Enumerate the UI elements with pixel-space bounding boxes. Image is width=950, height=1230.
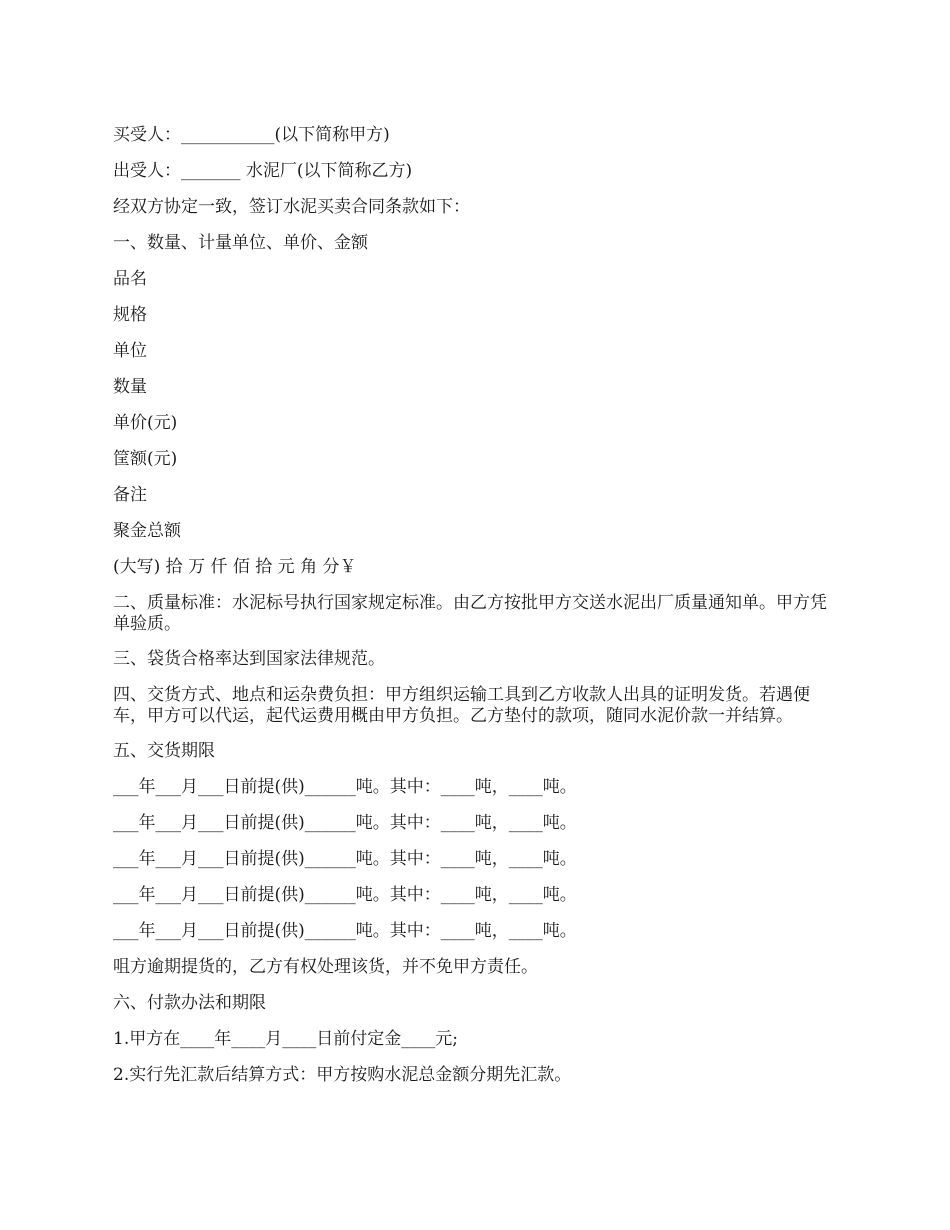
payment-method-line: 2.实行先汇款后结算方式：甲方按购水泥总金额分期先汇款。 xyxy=(113,1065,572,1085)
section-1-heading: 一、数量、计量单位、单价、金额 xyxy=(113,233,368,253)
delivery-schedule-line: ___年___月___日前提(供)______吨。其中：____吨，____吨。 xyxy=(113,813,577,833)
seller-line: 出受人：_______ 水泥厂(以下简称乙方) xyxy=(113,161,413,181)
delivery-schedule-line: ___年___月___日前提(供)______吨。其中：____吨，____吨。 xyxy=(113,885,577,905)
field-quantity: 数量 xyxy=(113,377,147,397)
agreement-intro: 经双方协定一致，签订水泥买卖合同条款如下： xyxy=(113,197,470,217)
field-specification: 规格 xyxy=(113,305,147,325)
field-unit-price: 单价(元) xyxy=(113,413,178,433)
section-4-delivery-method: 四、交货方式、地点和运杂费负担：甲方组织运输工具到乙方收款人出具的证明发货。若遇便车，甲方可以代运，起代运费用概由甲方负担。乙方垫付的款项，随同水泥价款一并结算。 xyxy=(113,685,810,726)
field-product-name: 品名 xyxy=(113,269,147,289)
delivery-schedule-line: ___年___月___日前提(供)______吨。其中：____吨，____吨。 xyxy=(113,777,577,797)
buyer-line: 买受人：___________(以下简称甲方) xyxy=(113,125,390,145)
field-total-amount: 聚金总额 xyxy=(113,521,181,541)
field-remarks: 备注 xyxy=(113,485,147,505)
payment-deposit-line: 1.甲方在____年____月____日前付定金____元; xyxy=(113,1029,458,1049)
delivery-schedule-line: ___年___月___日前提(供)______吨。其中：____吨，____吨。 xyxy=(113,921,577,941)
contract-document xyxy=(113,125,843,1101)
field-unit: 单位 xyxy=(113,341,147,361)
late-pickup-clause: 咀方逾期提货的，乙方有权处理该货，并不免甲方责任。 xyxy=(113,957,538,977)
section-2-quality: 二、质量标准：水泥标号执行国家规定标准。由乙方按批甲方交送水泥出厂质量通知单。甲方凭单验质。 xyxy=(113,593,827,634)
section-3-bag-quality: 三、袋货合格率达到国家法律规范。 xyxy=(113,649,385,669)
field-amount-in-words: (大写) 拾 万 仟 佰 拾 元 角 分￥ xyxy=(113,557,357,577)
section-6-heading: 六、付款办法和期限 xyxy=(113,993,266,1013)
section-5-heading: 五、交货期限 xyxy=(113,741,215,761)
delivery-schedule-line: ___年___月___日前提(供)______吨。其中：____吨，____吨。 xyxy=(113,849,577,869)
field-amount: 筐额(元) xyxy=(113,449,178,469)
